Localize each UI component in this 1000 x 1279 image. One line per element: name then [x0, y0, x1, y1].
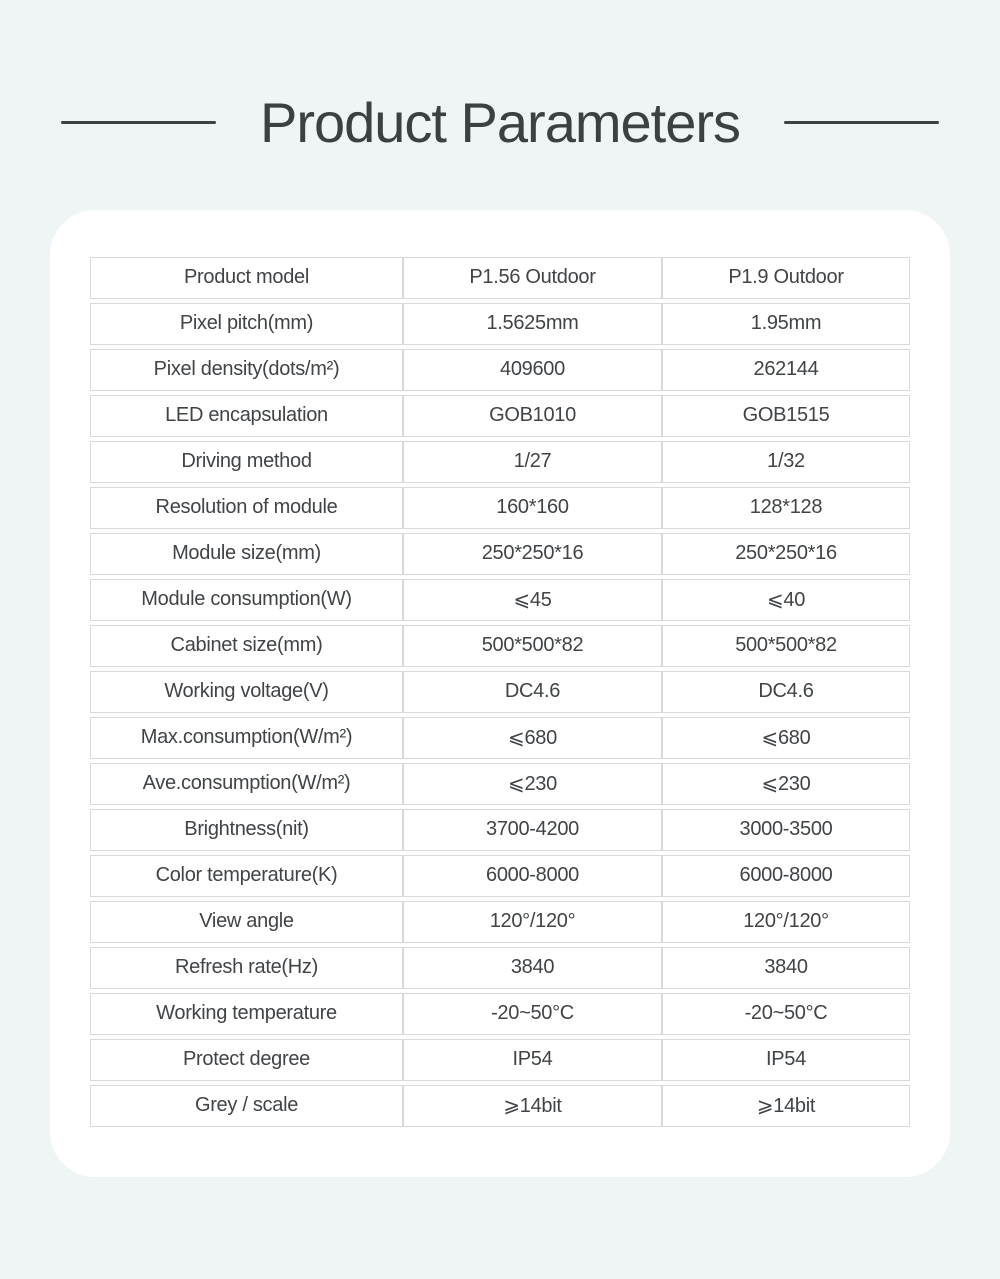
- row-value-p19: ⩽680: [662, 717, 910, 759]
- row-value-p156: GOB1010: [403, 395, 662, 437]
- row-label: Cabinet size(mm): [90, 625, 403, 667]
- table-row: [90, 395, 910, 437]
- row-label: Protect degree: [90, 1039, 403, 1081]
- table-row: [90, 901, 910, 943]
- row-value-p19: 3000-3500: [662, 809, 910, 851]
- table-row: [90, 809, 910, 851]
- row-label: View angle: [90, 901, 403, 943]
- row-value-p156: ⩽45: [403, 579, 662, 621]
- row-value-p19: 120°/120°: [662, 901, 910, 943]
- specs-table: [90, 253, 910, 1131]
- row-label: Driving method: [90, 441, 403, 483]
- row-label: Color temperature(K): [90, 855, 403, 897]
- row-value-p19: 1.95mm: [662, 303, 910, 345]
- row-value-p156: P1.56 Outdoor: [403, 257, 662, 299]
- table-row: [90, 763, 910, 805]
- row-label: Pixel density(dots/m²): [90, 349, 403, 391]
- row-value-p156: -20~50°C: [403, 993, 662, 1035]
- table-row: [90, 1085, 910, 1127]
- product-parameters-card: [50, 210, 950, 1177]
- row-label: Product model: [90, 257, 403, 299]
- row-value-p156: ⩾14bit: [403, 1085, 662, 1127]
- row-value-p19: 262144: [662, 349, 910, 391]
- table-row: [90, 303, 910, 345]
- title-section: [0, 0, 1000, 154]
- row-value-p19: 128*128: [662, 487, 910, 529]
- table-row: [90, 257, 910, 299]
- row-value-p19: 3840: [662, 947, 910, 989]
- row-value-p156: ⩽230: [403, 763, 662, 805]
- row-label: Max.consumption(W/m²): [90, 717, 403, 759]
- row-label: Refresh rate(Hz): [90, 947, 403, 989]
- row-label: Module consumption(W): [90, 579, 403, 621]
- table-row: [90, 993, 910, 1035]
- row-value-p156: 120°/120°: [403, 901, 662, 943]
- row-label: Working voltage(V): [90, 671, 403, 713]
- row-value-p156: 250*250*16: [403, 533, 662, 575]
- table-row: [90, 947, 910, 989]
- specs-table-body: [90, 257, 910, 1127]
- row-value-p19: 500*500*82: [662, 625, 910, 667]
- row-value-p19: 6000-8000: [662, 855, 910, 897]
- title-divider-right: [784, 121, 939, 124]
- table-row: [90, 441, 910, 483]
- row-value-p19: IP54: [662, 1039, 910, 1081]
- row-value-p156: 500*500*82: [403, 625, 662, 667]
- row-label: Resolution of module: [90, 487, 403, 529]
- row-label: LED encapsulation: [90, 395, 403, 437]
- row-value-p156: 160*160: [403, 487, 662, 529]
- row-value-p19: ⩽230: [662, 763, 910, 805]
- row-value-p19: -20~50°C: [662, 993, 910, 1035]
- row-value-p156: 6000-8000: [403, 855, 662, 897]
- row-label: Module size(mm): [90, 533, 403, 575]
- row-value-p156: ⩽680: [403, 717, 662, 759]
- row-label: Ave.consumption(W/m²): [90, 763, 403, 805]
- row-value-p19: DC4.6: [662, 671, 910, 713]
- row-value-p156: 1.5625mm: [403, 303, 662, 345]
- row-label: Grey / scale: [90, 1085, 403, 1127]
- table-row: [90, 855, 910, 897]
- table-row: [90, 487, 910, 529]
- row-value-p156: 1/27: [403, 441, 662, 483]
- table-row: [90, 717, 910, 759]
- row-value-p156: 3700-4200: [403, 809, 662, 851]
- row-label: Brightness(nit): [90, 809, 403, 851]
- row-value-p19: ⩽40: [662, 579, 910, 621]
- row-value-p19: 250*250*16: [662, 533, 910, 575]
- row-value-p156: 3840: [403, 947, 662, 989]
- row-value-p19: GOB1515: [662, 395, 910, 437]
- table-row: [90, 1039, 910, 1081]
- row-value-p19: ⩾14bit: [662, 1085, 910, 1127]
- table-row: [90, 579, 910, 621]
- row-value-p156: DC4.6: [403, 671, 662, 713]
- row-label: Pixel pitch(mm): [90, 303, 403, 345]
- page-title: Product Parameters: [260, 91, 740, 154]
- table-row: [90, 671, 910, 713]
- row-value-p156: 409600: [403, 349, 662, 391]
- table-row: [90, 533, 910, 575]
- row-value-p156: IP54: [403, 1039, 662, 1081]
- title-divider-left: [61, 121, 216, 124]
- row-label: Working temperature: [90, 993, 403, 1035]
- table-row: [90, 349, 910, 391]
- table-row: [90, 625, 910, 667]
- row-value-p19: P1.9 Outdoor: [662, 257, 910, 299]
- row-value-p19: 1/32: [662, 441, 910, 483]
